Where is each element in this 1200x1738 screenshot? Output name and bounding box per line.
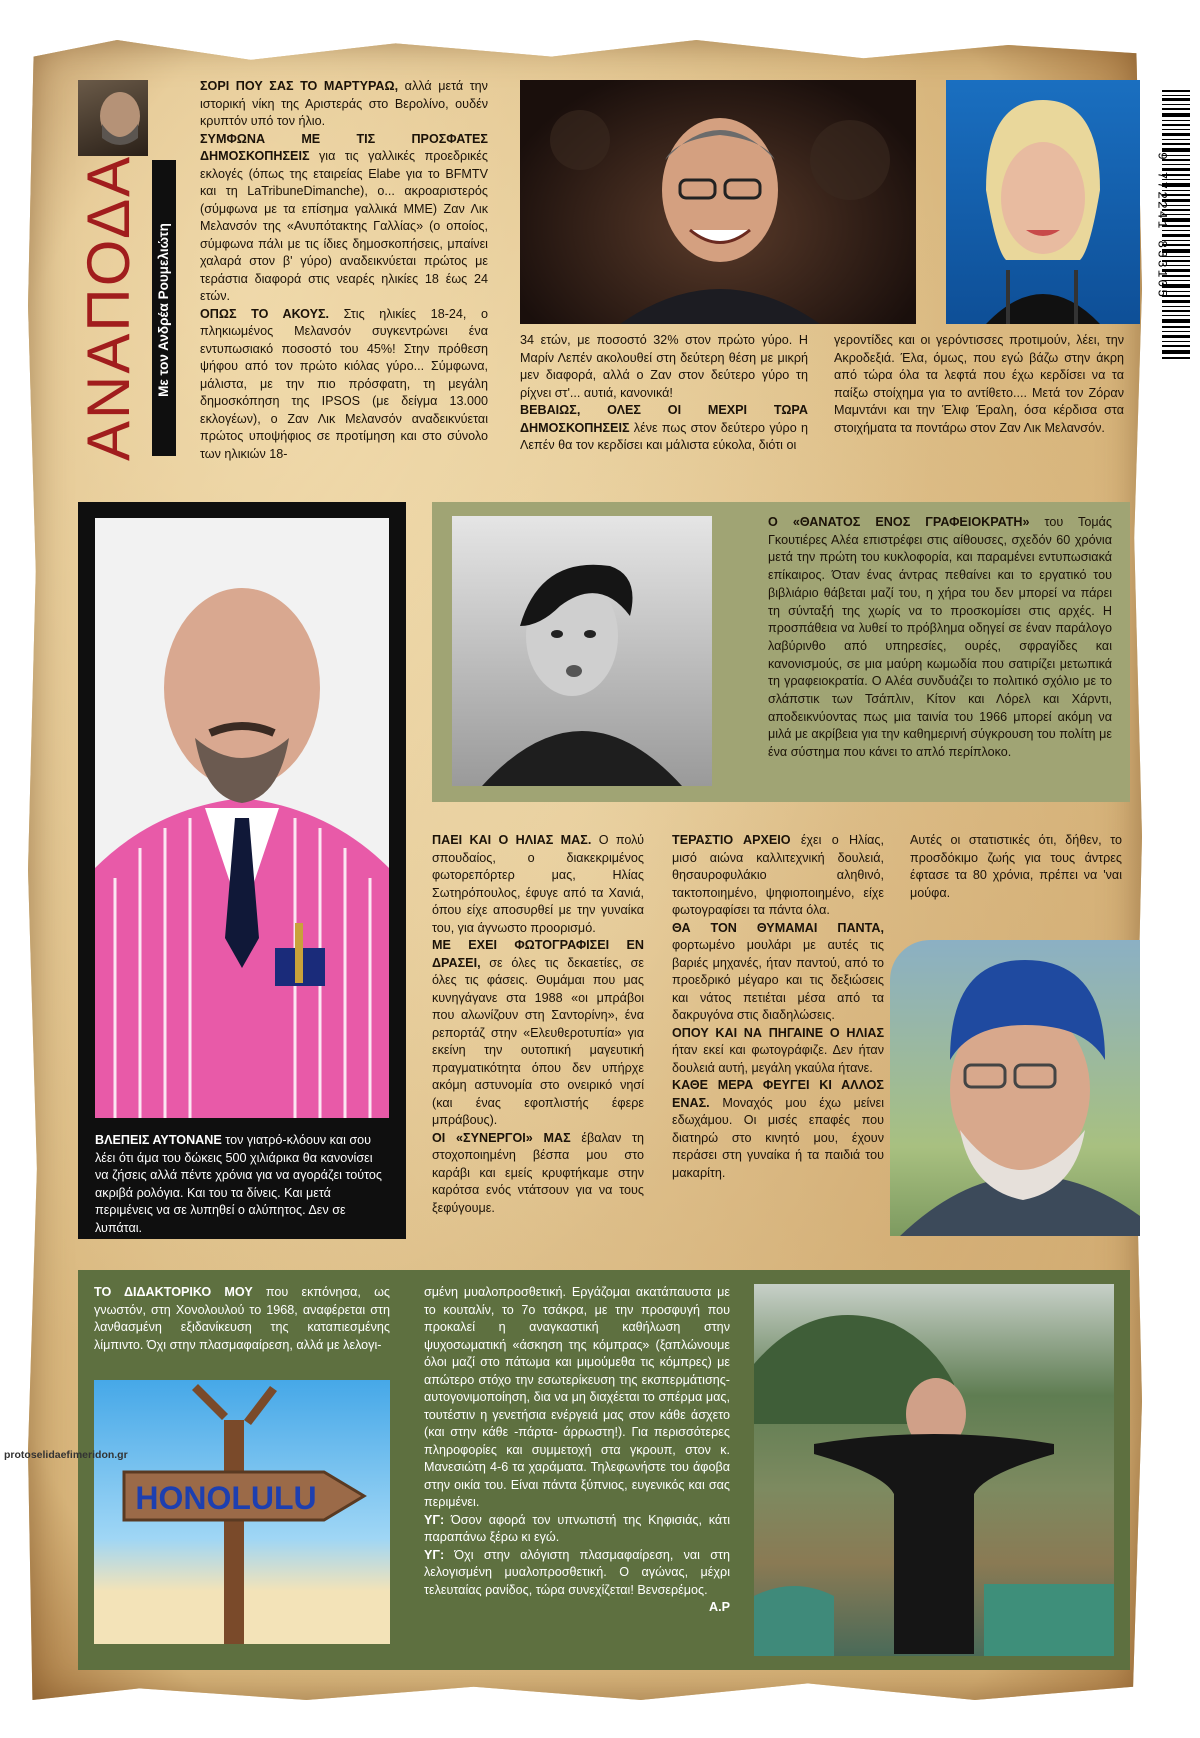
film-still-photo [452, 516, 712, 786]
ilias-col-1 [432, 832, 644, 1217]
text-thanatos: του Τομάς Γκουτιέρες Αλέα επιστρέφει στις αίθουσες, σχεδόν 60 χρόνια μετά την πρώτη του κυκλοφορία, και παραμένει εντυπωσιακά επίκαιρος. Όταν ένας άντρας πεθαίνει και το εργατικό του βιβλιάριο θάβεται μαζί του, η χήρα του δεν μπορεί να πάρει τη σύνταξή της χωρίς να το προσκομίσει στις αρχές. Η προσπάθεια να λυθεί το πρόβλημα οδηγεί σε έναν παράλογο λαβύρινθο από υπηρεσίες, ουρές, σφραγίδες και κανονισμούς, σε μια μαύρη κωμωδία που σατιρίζει μετωπικά τη γραφειοκρατία. Ο Αλέα συνδυάζει το πολιτικό σχόλιο με το σλάπστικ των Τσάπλιν, Κίτον και Λόρελ και Χάρντι, αποδεικνύοντας πως μια ταινία του 1966 μπορεί ακόμη να μιλά με ακρίβεια για την καθημερινή σύγκρουση του πολίτη με ένα σύστημα που κάνει το απλό περίπλοκο. [768, 515, 1112, 760]
text-col2-a: 34 ετών, με ποσοστό 32% στον πρώτο γύρο. Η Μαρίν Λεπέν ακολουθεί στη δεύτερη θέση με μικρή μεν διαφορά, αλλά ο Ζαν στον δεύτερο γύρο τη ρίχνει στ'... αυτιά, κανονικά! [520, 333, 808, 400]
lead-kathe-mera: ΚΑΘΕ ΜΕΡΑ ΦΕΥΓΕΙ ΚΙ ΑΛΛΟΣ ΕΝΑΣ. [672, 1078, 884, 1110]
text-fotografisei: σε όλες τις δεκαετίες, σε όλες τις φάσεις. Θυμάμαι που μας κυνηγάγανε στα 1988 «οι μπράβοι που αλωνίζουν στη Σαντορίνη», ένα ρεπορτάζ στην «Ελευθεροτυπία» για εκείνη την ουτοπική μαγευτική πραγματικότητα όπου δεν υπήρχε ακόμη αστυνομία στο ονειρικό νησί (και ένας εφοπλιστής έφερε μπράβους). [432, 955, 644, 1127]
column-header [75, 80, 176, 461]
text-archeio: έχει ο Ηλίας, μισό αιώνα καλλιτεχνική δουλειά, θησαυροφυλάκιο αληθινό, τακτοποιημένο, ψηφιοποιημένο, είχε φωτογραφίσει τα πάντα όλα. [672, 833, 884, 917]
bottom-col-2 [424, 1284, 730, 1617]
text-synergoi: έβαλαν τη στοχοποιημένη βέσπα μου στο καράβι και εμείς κρυφτήκαμε στην καρότσα ενός ντάτσουν για να τους ξεφύγουμε. [432, 1130, 644, 1215]
text-bottom-col2: σμένη μυαλοπροσθετική. Εργάζομαι ακατάπαυστα με το κουταλίν, το 7ο τσάκρα, με την προσφυγή που προκαλεί η αναγκαστική καθήλωση στην ψυχοσωματική «άσκηση της κόμπρας» (ξαπλώνουμε όλοι μαζί στο πάτωμα και μιμούμεθα τις κόμπρες) με απώτερο στόχο την εσωτερίκευση της εκσπερμάτισης-αυτογονιμοποίηση, δια να μη διαχέεται το σπέρμα μας, τουτέστιν η γενετήσια ενέργειά μας στον κάθε άσχετο (και στην κάθε -πάρτα- άρρωστη!). Για περισσότερες πληροφορίες και συμμετοχή στα γκρουπ, στον κ. Μανεσιώτη 4-6 τα χαράματα. Τηλεφωνήστε του άφοβα στην οικία του. Είναι πάντα ξύπνιος, ευγενικός και σας περιμένει. [424, 1285, 730, 1509]
politics-col-3 [834, 332, 1124, 437]
bottom-col-1 [94, 1284, 390, 1354]
lead-fotografisei: ΜΕ ΕΧΕΙ ΦΩΤΟΓΡΑΦΙΣΕΙ ΕΝ ΔΡΑΣΕΙ, [432, 938, 644, 970]
watermark: protoselidaefimeridon.gr [4, 1449, 128, 1461]
column-byline: Με τον Ανδρέα Ρουμελιώτη [156, 223, 171, 397]
lead-yg-2: ΥΓ: [424, 1547, 445, 1562]
barcode [1150, 90, 1190, 360]
text-vlepeis: τον γιατρό-κλόουν και σου λέει ότι άμα του δώκεις 500 χιλιάρικα θα κανονίσει να ζήσεις αλλά πέντε χρόνια για να αγοράζει τούτος ακριβά ρολόγια. Και του τα δίνεις. Και μετά περιμένεις να σε λυπηθεί ο αλύπητος. Δεν σε λυπάται. [95, 1133, 382, 1235]
lead-yg-1: ΥΓ: [424, 1512, 445, 1527]
film-text [768, 514, 1112, 762]
text-yg-1: Όσον αφορά τον υπνωτιστή της Κηφισιάς, κάτι παραπάνω ξέρω κι εγώ. [424, 1512, 730, 1544]
lead-thymamai: ΘΑ ΤΟΝ ΘΥΜΑΜΑΙ ΠΑΝΤΑ, [672, 920, 884, 935]
text-opos: Στις ηλικίες 18-24, ο πληκιωμένος Μελανσόν συγκεντρώνει ένα εντυπωσιακό ποσοστό του 45%! Στην πρόθεση ψήφου από τον πρώτο κιόλας γύρο... Σύμφωνα, μάλιστα, με την πιο πρόσφατη, τη μεγάλη δημοσκόπηση της IPSOS (με δείγμα 13.000 εκλογέων), ο Ζαν Λικ Μελανσόν αναδεικνύεται πρώτος υποψήφιος σε προτίμηση και στο σύνολο των ηλικιών 18- [200, 306, 488, 461]
doctor-box [78, 502, 406, 1239]
text-paei: Ο πολύ σπουδαίος, ο διακεκριμένος φωτορεπόρτερ μας, Ηλίας Σωτηρόπουλος, έφυγε από τα Χανιά, όπου είχε αποσυρθεί με την γυναίκα του, για άγνωστο προορισμό. [432, 833, 645, 935]
text-dimoskopiseis: για τις γαλλικές προεδρικές εκλογές (όπως της εταιρείας Elabe για το BFMTV και τη LaTribuneDimanche), ο... ακροαριστερός (σύμφωνα με τα επίσημα γαλλικά ΜΜΕ) Ζαν Λικ Μελανσόν της «Ανυπότακτης Γαλλίας» (ο οποίος, σύμφωνα πάλι με τις ίδιες δημοσκοπήσεις, μπαίνει χαλαρά στον β' γύρο) αναδεικνύεται πρώτος με τεράστια διαφορά στις νεαρές ηλικίες 18 έως 24 ετών. [200, 149, 488, 303]
lead-archeio: ΤΕΡΑΣΤΙΟ ΑΡΧΕΙΟ [672, 833, 791, 847]
text-col3: γεροντίδες και οι γερόντισσες προτιμούν, λέει, την Ακροδεξιά. Έλα, όμως, που εγώ βάζω στην άκρη από τώρα όλα τα λεφτά που έχω κερδίσει να τα παίξω στοίχημα για το αντίθετο.... Μετά τον Ζόραν Μαμντάνι και την Έλιφ Έραλη, όσα κέρδισα στα στοιχήματα τα ποντάρω στον Ζαν Λικ Μελανσόν. [834, 333, 1124, 435]
lead-sori: ΣΟΡΙ ΠΟΥ ΣΑΣ ΤΟ ΜΑΡΤΥΡΑΩ, [200, 79, 399, 93]
lead-dimoskopiseis: ΣΥΜΦΩΝΑ ΜΕ ΤΙΣ ΠΡΟΣΦΑΤΕΣ ΔΗΜΟΣΚΟΠΗΣΕΙΣ [200, 131, 488, 163]
lead-vevaios: ΒΕΒΑΙΩΣ, ΟΛΕΣ ΟΙ ΜΕΧΡΙ ΤΩΡΑ ΔΗΜΟΣΚΟΠΗΣΕΙΣ [520, 403, 808, 435]
text-opou: ήταν εκεί και φωτογράφιζε. Δεν ήταν δουλειά αυτή, μεγάλη γκαύλα ήτανε. [672, 1043, 884, 1075]
bottom-box [78, 1270, 1130, 1670]
ilias-col-2 [672, 832, 884, 1182]
author-photo [78, 80, 148, 156]
lead-thanatos: Ο «ΘΑΝΑΤΟΣ ΕΝΟΣ ΓΡΑΦΕΙΟΚΡΑΤΗ» [768, 515, 1030, 529]
ilias-col-3 [910, 832, 1122, 902]
honolulu-sign-text: HONOLULU [135, 1480, 317, 1516]
film-box [432, 502, 1130, 802]
text-yg-2: Όχι στην αλόγιστη πλασμαφαίρεση, ναι στη λελογισμένη μυαλοπροσθετική. Ο αγώνας, μέχρι τελευταίας ρανίδος, τώρα συνεχίζεται! Βενσερέμος. [424, 1547, 730, 1597]
honolulu-photo [94, 1380, 390, 1644]
melenchon-photo [520, 80, 916, 324]
author-initials: Α.Ρ [709, 1600, 730, 1614]
column-title: ΑΝΑΠΟΔΑ [75, 154, 142, 461]
lead-synergoi: ΟΙ «ΣΥΝΕΡΓΟΙ» ΜΑΣ [432, 1130, 571, 1145]
lead-didaktoriko: ΤΟ ΔΙΔΑΚΤΟΡΙΚΟ ΜΟΥ [94, 1285, 253, 1299]
ilias-photo [890, 940, 1140, 1236]
lead-opou: ΟΠΟΥ ΚΑΙ ΝΑ ΠΗΓΑΙΝΕ Ο ΗΛΙΑΣ [672, 1025, 884, 1040]
lead-opos: ΟΠΩΣ ΤΟ ΑΚΟΥΣ. [200, 306, 330, 321]
river-photo [754, 1284, 1114, 1656]
text-vevaios: λένε πως στον δεύτερο γύρο η Λεπέν θα τον κερδίσει και μάλιστα εύκολα, διότι οι [520, 420, 808, 452]
text-thymamai: φορτωμένο μουλάρι με αυτές τις βαριές μηχανές, ήταν παντού, από το προεδρικό μέγαρο και τις δεξιώσεις και νάτος πετιέται μέσα από τα δακρυγόνα στις διαδηλώσεις. [672, 938, 884, 1022]
lead-paei: ΠΑΕΙ ΚΑΙ Ο ΗΛΙΑΣ ΜΑΣ. [432, 833, 592, 847]
text-kathe-mera: Μοναχός μου έχω μείνει εδωχάμου. Οι μισές επαφές που διατηρώ στο κινητό μου, έχουν περάσει στη γυναίκα ή τα παιδιά του μακαρίτη. [672, 1095, 884, 1180]
doctor-photo [95, 518, 389, 1118]
lepen-photo [946, 80, 1140, 324]
barcode-digits: 9 772241 833105 [1154, 151, 1170, 300]
doctor-caption [95, 1132, 389, 1238]
politics-col-2 [520, 332, 808, 455]
politics-col-1 [200, 78, 488, 463]
lead-vlepeis: ΒΛΕΠΕΙΣ ΑΥΤΟΝΑΝΕ [95, 1133, 222, 1147]
text-sori: αλλά μετά την ιστορική νίκη της Αριστεράς στο Βερολίνο, ουδέν κρυπτόν υπό τον ήλιο. [200, 79, 488, 128]
text-statistikes: Αυτές οι στατιστικές ότι, δήθεν, το προσδόκιμο ζωής για τους άντρες έφτασε τα 80 χρόνια, πρέπει να 'ναι μούφα. [910, 833, 1122, 900]
text-didaktoriko: που εκπόνησα, ως γνωστόν, στη Χονολουλού το 1968, αναφέρεται στη λανθασμένη εξιδανίκευση της καταπιεσμένης λίμπιντο. Όχι στην πλασμαφαίρεση, αλλά με λελογι- [94, 1285, 390, 1352]
